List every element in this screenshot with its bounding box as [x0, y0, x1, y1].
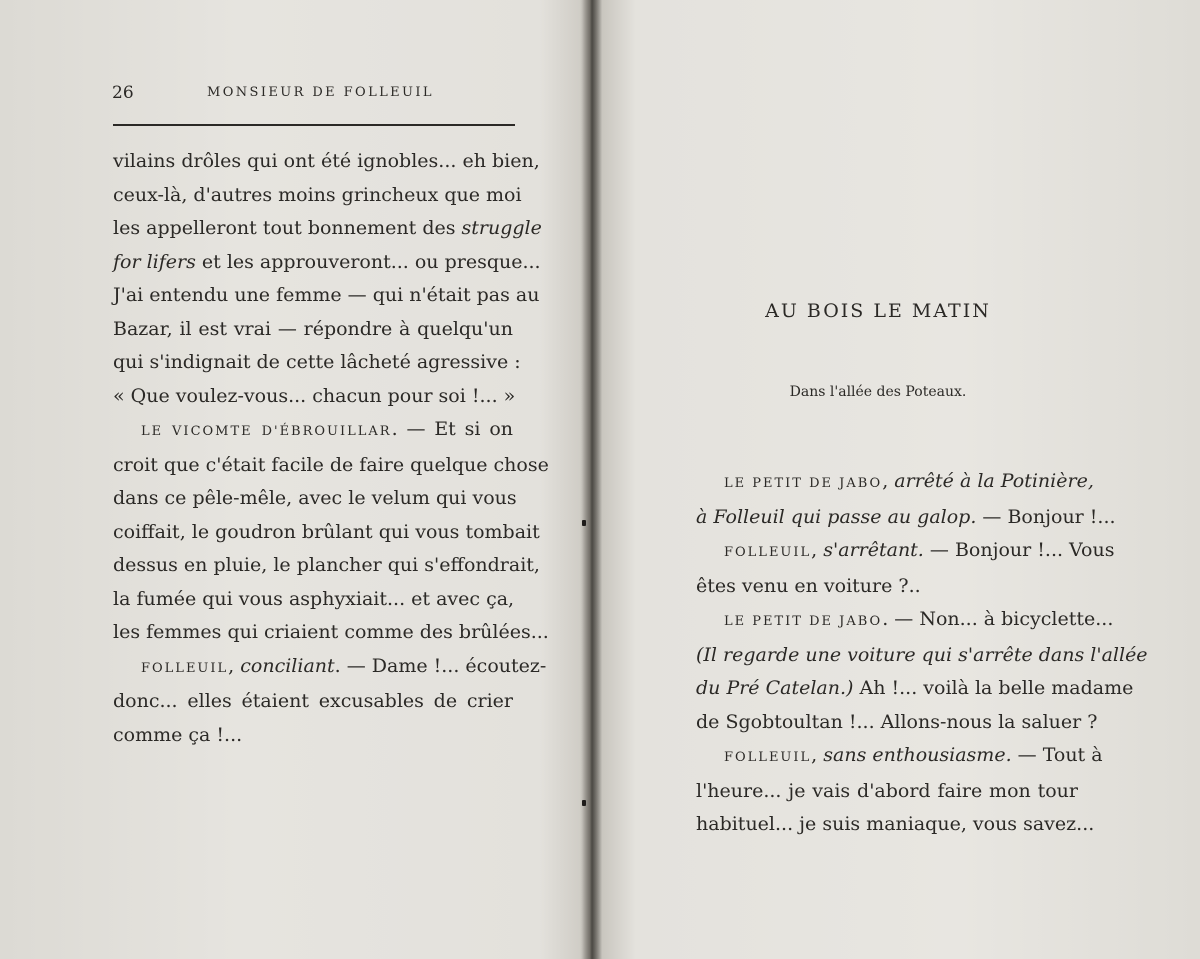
text-line: for lifers et les approuveront... ou presque...	[113, 250, 541, 273]
text-line: l'heure... je vais d'abord faire mon tour	[696, 779, 1078, 802]
text-line: croit que c'était facile de faire quelque chose	[113, 453, 549, 476]
left-page	[0, 0, 585, 959]
running-title: MONSIEUR DE FOLLEUIL	[207, 85, 434, 100]
text-line: ceux-là, d'autres moins grincheux que moi	[113, 183, 522, 206]
page-number: 26	[112, 83, 134, 103]
text-line: dans ce pêle-mêle, avec le velum qui vous	[113, 487, 517, 509]
speaker-line: FOLLEUIL, sans enthousiasme. — Tout à	[724, 744, 1103, 766]
speaker-line: FOLLEUIL, conciliant. — Dame !... écoutez-	[141, 654, 547, 677]
text-line: vilains drôles qui ont été ignobles... eh bien,	[113, 150, 540, 172]
speaker-name: FOLLEUIL	[724, 750, 812, 765]
scene-title: AU BOIS LE MATIN	[765, 300, 991, 322]
text-line: à Folleuil qui passe au galop. — Bonjour !...	[696, 505, 1116, 528]
speaker-name: LE VICOMTE D'ÉBROUILLAR	[141, 424, 392, 439]
speaker-name: LE PETIT DE JABO	[724, 476, 883, 491]
text-line: habituel... je suis maniaque, vous savez...	[696, 813, 1095, 835]
text-line: les femmes qui criaient comme des brûlées...	[113, 621, 549, 643]
text-line: J'ai entendu une femme — qui n'était pas au	[113, 284, 540, 306]
stage-direction: (Il regarde une voiture qui s'arrête dans l'allée	[696, 643, 1148, 666]
text-line: Bazar, il est vrai — répondre à quelqu'un	[113, 317, 513, 340]
text-line: la fumée qui vous asphyxiait... et avec ça,	[113, 587, 515, 610]
text-line: coiffait, le goudron brûlant qui vous tombait	[113, 520, 540, 543]
speaker-name: FOLLEUIL	[141, 660, 229, 676]
text-line: du Pré Catelan.) Ah !... voilà la belle madame	[696, 677, 1134, 699]
text-line: êtes venu en voiture ?..	[696, 574, 921, 597]
text-line: de Sgobtoultan !... Allons-nous la saluer ?	[696, 710, 1098, 733]
speaker-line: LE VICOMTE D'ÉBROUILLAR. — Et si on	[141, 418, 513, 440]
speaker-name: FOLLEUIL	[724, 545, 812, 560]
text-line: comme ça !...	[113, 723, 243, 746]
speaker-line: FOLLEUIL, s'arrêtant. — Bonjour !... Vous	[724, 539, 1115, 561]
text-line: donc... elles étaient excusables de crier	[113, 690, 513, 712]
speaker-name: LE PETIT DE JABO	[724, 614, 883, 629]
text-line: dessus en pluie, le plancher qui s'effondrait,	[113, 554, 540, 576]
binding-thread-mark	[582, 800, 586, 806]
scene-subtitle: Dans l'allée des Poteaux.	[789, 384, 967, 400]
right-page-text	[696, 465, 1148, 842]
right-page	[598, 0, 1200, 959]
speaker-line: LE PETIT DE JABO, arrêté à la Potinière,	[724, 470, 1094, 492]
speaker-line: LE PETIT DE JABO. — Non... à bicyclette...	[724, 608, 1114, 630]
binding-thread-mark	[582, 520, 586, 526]
header-rule	[113, 124, 515, 126]
text-line: qui s'indignait de cette lâcheté agressive :	[113, 351, 521, 373]
text-line: les appelleront tout bonnement des struggle	[113, 217, 542, 239]
text-line: « Que voulez-vous... chacun pour soi !... »	[113, 384, 516, 407]
left-page-text	[113, 145, 549, 752]
running-head	[112, 83, 514, 105]
